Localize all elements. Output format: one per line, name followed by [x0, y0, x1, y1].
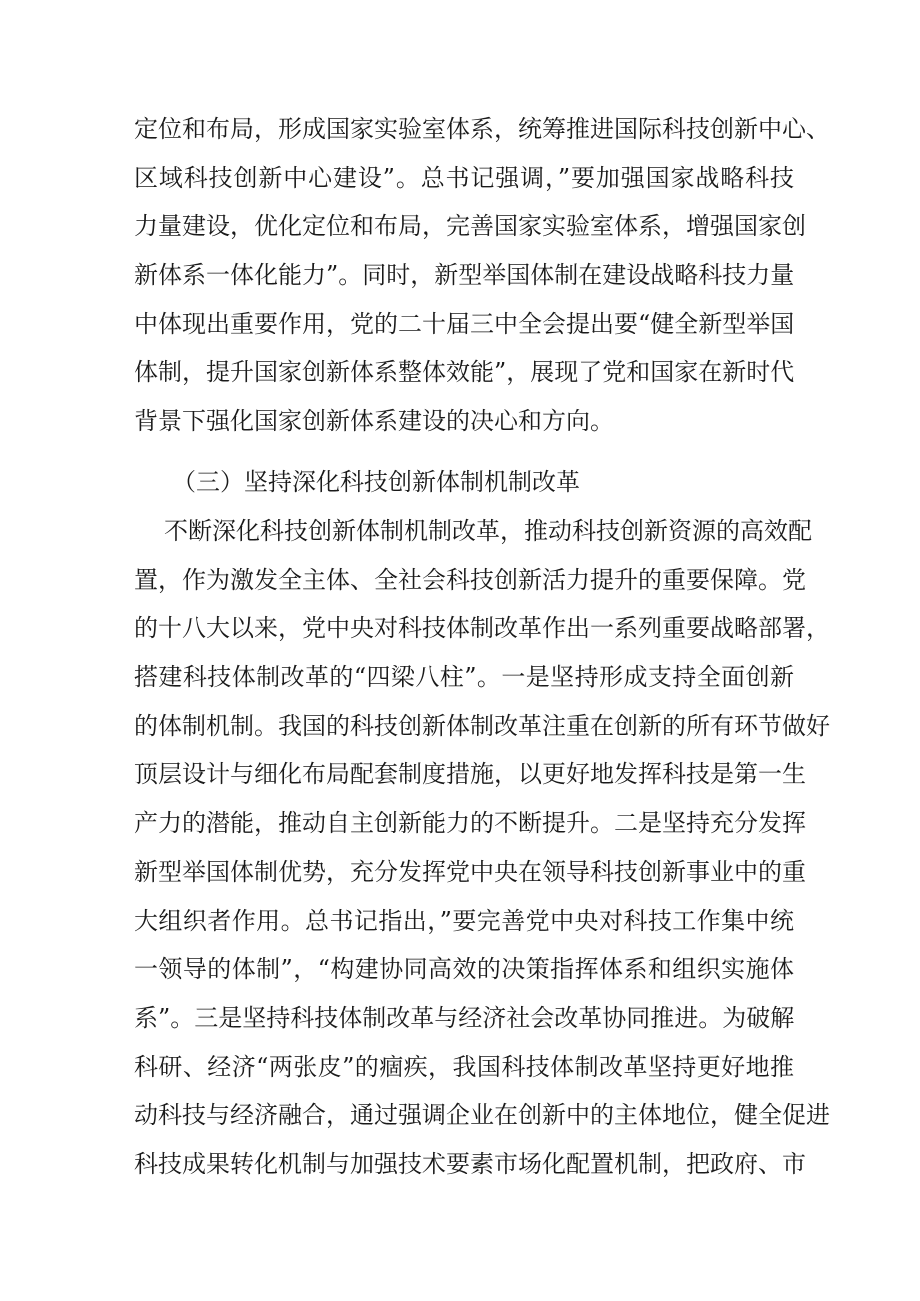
paragraph-2-line: 的体制机制。我国的科技创新体制改革注重在创新的所有环节做好 — [134, 711, 830, 740]
paragraph-2-line: 搭建科技体制改革的“四梁八柱”。一是坚持形成支持全面创新 — [134, 663, 794, 692]
paragraph-1 — [134, 105, 830, 446]
paragraph-1-line: 背景下强化国家创新体系建设的决心和方向。 — [134, 407, 614, 436]
paragraph-2-line: 系”。三是坚持科技体制改革与经济社会改革协同推进。为破解 — [134, 1003, 795, 1032]
paragraph-2-line: 科技成果转化机制与加强技术要素市场化配置机制，把政府、市 — [134, 1149, 806, 1178]
paragraph-2-line: 产力的潜能，推动自主创新能力的不断提升。二是坚持充分发挥 — [134, 809, 806, 838]
section-heading: （三）坚持深化科技创新体制机制改革 — [172, 468, 580, 496]
paragraph-2-line: 科研、经济“两张皮”的痼疾，我国科技体制改革坚持更好地推 — [134, 1052, 794, 1081]
paragraph-1-line: 中体现出重要作用，党的二十届三中全会提出要“健全新型举国 — [134, 309, 795, 338]
paragraph-2-line: 置，作为激发全主体、全社会科技创新活力提升的重要保障。党 — [134, 565, 806, 594]
paragraph-1-line: 新体系一体化能力”。同时，新型举国体制在建设战略科技力量 — [134, 261, 795, 290]
paragraph-2-line: 的十八大以来，党中央对科技体制改革作出一系列重要战略部署， — [134, 614, 830, 643]
paragraph-1-line: 体制，提升国家创新体系整体效能”，展现了党和国家在新时代 — [134, 358, 795, 387]
paragraph-2-line: 一领导的体制”，“构建协同高效的决策指挥体系和组织实施体 — [134, 955, 794, 984]
paragraph-1-line: 区域科技创新中心建设”。总书记强调，”要加强国家战略科技 — [134, 163, 794, 192]
paragraph-1-line: 定位和布局，形成国家实验室体系，统筹推进国际科技创新中心、 — [134, 115, 830, 143]
paragraph-2-line: 不断深化科技创新体制机制改革，推动科技创新资源的高效配 — [164, 517, 812, 545]
paragraph-2-line: 顶层设计与细化布局配套制度措施，以更好地发挥科技是第一生 — [134, 760, 806, 789]
paragraph-2 — [134, 507, 830, 1189]
paragraph-1-line: 力量建设，优化定位和布局，完善国家实验室体系，增强国家创 — [134, 212, 806, 241]
paragraph-2-line: 新型举国体制优势，充分发挥党中央在领导科技创新事业中的重 — [134, 857, 806, 886]
paragraph-2-line: 动科技与经济融合，通过强调企业在创新中的主体地位，健全促进 — [134, 1101, 830, 1130]
paragraph-2-line: 大组织者作用。总书记指出，”要完善党中央对科技工作集中统 — [134, 906, 794, 935]
